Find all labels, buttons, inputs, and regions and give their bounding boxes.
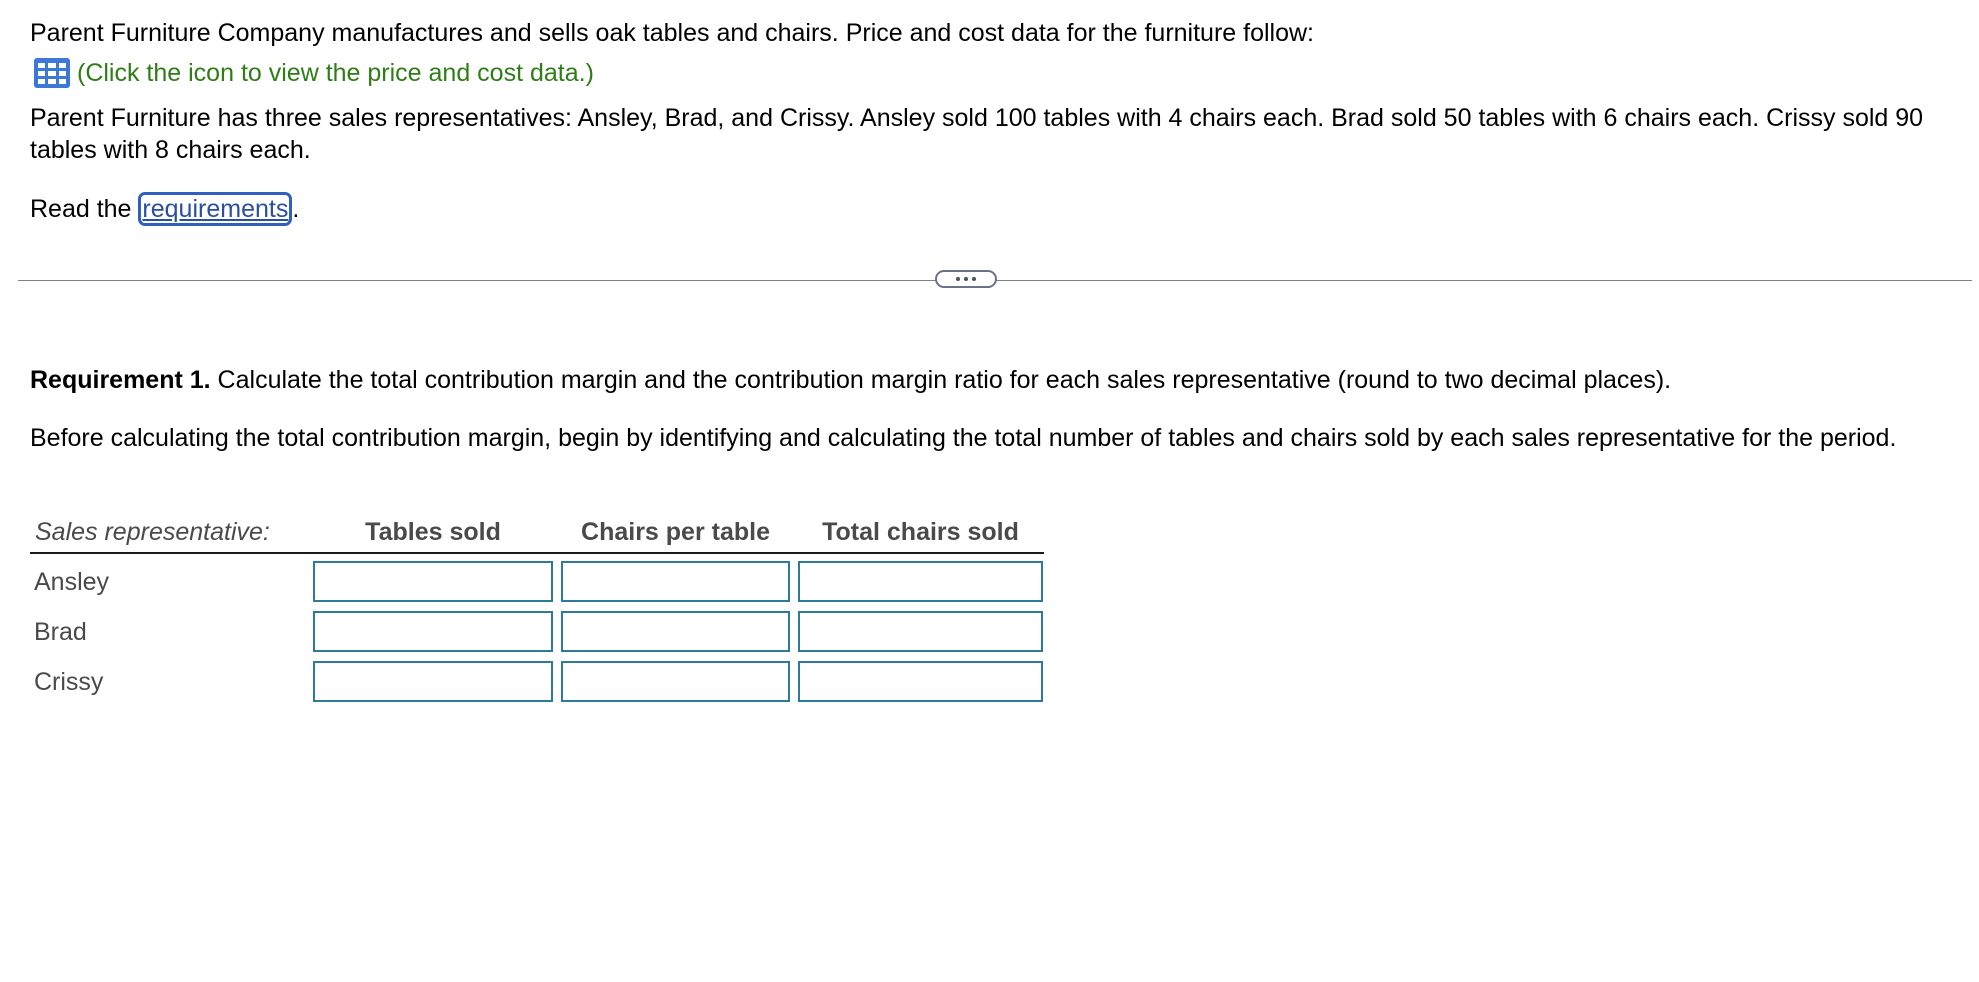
table-header — [30, 512, 1044, 554]
crissy-chairs-per-table-input[interactable] — [561, 661, 790, 702]
row-label-ansley: Ansley — [34, 568, 110, 596]
intro-text: Parent Furniture Company manufactures and sells oak tables and chairs. Price and cost data for the furniture follow: — [30, 19, 1314, 47]
table-row — [30, 604, 1044, 654]
brad-total-chairs-input[interactable] — [798, 611, 1043, 652]
crissy-tables-sold-input[interactable] — [313, 661, 553, 702]
requirements-link[interactable]: requirements — [138, 192, 292, 226]
brad-chairs-per-table-input[interactable] — [561, 611, 790, 652]
row-label-crissy: Crissy — [34, 668, 104, 696]
expand-more-button[interactable] — [935, 270, 997, 288]
read-requirements-line — [30, 193, 299, 225]
sales-table — [30, 512, 1044, 704]
instruction-paragraph: Before calculating the total contribution margin, begin by identifying and calculating the total number of tables and chairs sold by each sales representative for the period. — [30, 424, 1897, 452]
read-suffix: . — [292, 195, 300, 223]
ellipsis-icon — [956, 277, 960, 281]
table-row — [30, 654, 1044, 704]
total-chairs-sold-header: Total chairs sold — [822, 518, 1019, 546]
requirement-1-label: Requirement 1. — [30, 366, 211, 394]
table-row — [30, 554, 1044, 604]
brad-tables-sold-input[interactable] — [313, 611, 553, 652]
crissy-total-chairs-input[interactable] — [798, 661, 1043, 702]
ellipsis-icon-dot — [964, 277, 968, 281]
price-cost-data-link[interactable]: (Click the icon to view the price and cost data.) — [77, 59, 594, 87]
requirement-1-body: Calculate the total contribution margin and the contribution margin ratio for each sales representative (round to two decimal places). — [210, 366, 1672, 394]
sales-reps-paragraph: Parent Furniture has three sales representatives: Ansley, Brad, and Crissy. Ansley sold 100 tables with 4 chairs each. Brad sold 50 tables with 6 chairs each. Crissy sold 90 tables with 8 chairs each. — [30, 104, 1924, 164]
ansley-total-chairs-input[interactable] — [798, 561, 1043, 602]
rep-column-header: Sales representative: — [35, 518, 270, 546]
ansley-tables-sold-input[interactable] — [313, 561, 553, 602]
price-cost-data-link-row — [33, 57, 594, 89]
tables-sold-header: Tables sold — [365, 518, 501, 546]
ansley-chairs-per-table-input[interactable] — [561, 561, 790, 602]
read-prefix: Read the — [30, 195, 139, 223]
requirement-1-text — [30, 364, 1671, 396]
row-label-brad: Brad — [34, 618, 87, 646]
ellipsis-icon-dot — [972, 277, 976, 281]
table-grid-icon[interactable] — [33, 57, 71, 89]
chairs-per-table-header: Chairs per table — [581, 518, 770, 546]
